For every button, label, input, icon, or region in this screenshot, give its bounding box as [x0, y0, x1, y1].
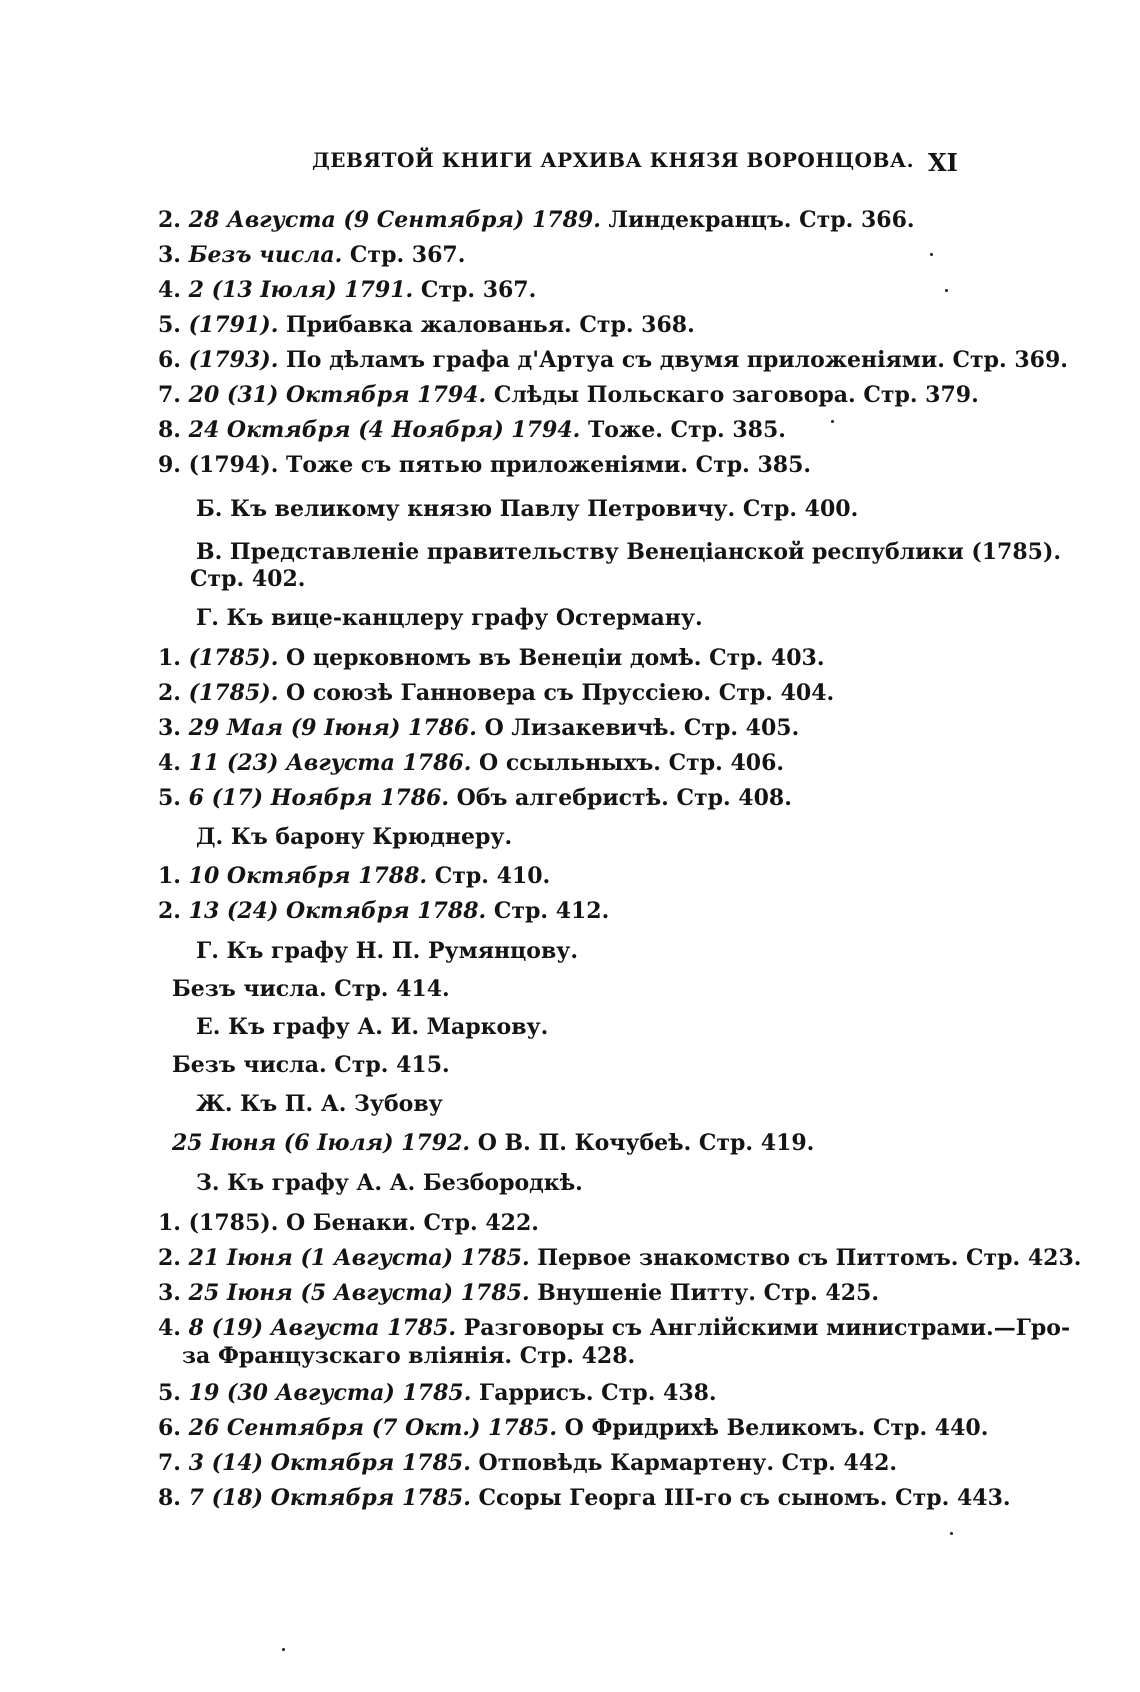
entry-text: Стр. 412.: [486, 898, 610, 924]
entry-number: 6.: [158, 1415, 181, 1441]
entry-line: [158, 1381, 717, 1406]
entry-text: Ссоры Георга III-го съ сыномъ. Стр. 443.: [470, 1485, 1011, 1511]
entry-date: 3 (14) Октября 1785.: [188, 1450, 471, 1476]
entry-text: О ссыльныхъ. Стр. 406.: [471, 750, 785, 776]
entry-date: 28 Августа (9 Сентября) 1789.: [188, 207, 601, 233]
entry-text: О Лизакевичѣ. Стр. 405.: [476, 715, 800, 741]
entry-text: Стр. 367.: [413, 277, 537, 303]
entry-line: [158, 1486, 1011, 1511]
plain-line: [172, 1053, 450, 1078]
entry-number: 5.: [158, 785, 181, 811]
section-text: Д. Къ барону Крюднеру.: [196, 824, 513, 850]
entry-line: [158, 751, 784, 776]
plain-text: Безъ числа. Стр. 414.: [172, 976, 450, 1002]
entry-line: [158, 681, 834, 706]
entry-line: [158, 453, 811, 478]
entry-number: 5.: [158, 1380, 181, 1406]
scan-speck: [950, 1532, 953, 1535]
entry-line: [158, 716, 799, 741]
entry-number: 3.: [158, 242, 181, 268]
entry-number: 7.: [158, 1450, 181, 1476]
entry-date: 19 (30 Августа) 1785.: [188, 1380, 472, 1406]
entry-number: 3.: [158, 715, 181, 741]
entry-date: 13 (24) Октября 1788.: [188, 898, 487, 924]
continuation-text: Стр. 402.: [190, 566, 306, 592]
entry-number: 2.: [158, 1245, 181, 1271]
entry-date: 6 (17) Ноября 1786.: [188, 785, 449, 811]
entry-line: [158, 278, 536, 303]
entry-date: 21 Іюня (1 Августа) 1785.: [188, 1245, 530, 1271]
section-text: Г. Къ графу Н. П. Румянцову.: [196, 938, 579, 964]
entry-line: [158, 1281, 879, 1306]
entry-text: Линдекранцъ. Стр. 366.: [600, 207, 915, 233]
plain-line: [172, 977, 450, 1002]
section-heading: [196, 606, 703, 631]
entry-number: 3.: [158, 1280, 181, 1306]
entry-line: [158, 1211, 539, 1236]
entry-number: 1.: [158, 863, 181, 889]
page-number: XI: [928, 148, 958, 177]
section-text: Б. Къ великому князю Павлу Петровичу. Стр. 400.: [196, 496, 859, 522]
continuation-line: [190, 567, 305, 592]
section-text: В. Представленіе правительству Венеціанской республики (1785).: [196, 539, 1062, 565]
entry-date: 2 (13 Іюля) 1791.: [188, 277, 414, 303]
running-header: ДЕВЯТОЙ КНИГИ АРХИВА КНЯЗЯ ВОРОНЦОВА.: [312, 148, 915, 172]
entry-text: (1785). О Бенаки. Стр. 422.: [188, 1210, 539, 1236]
entry-text: Слѣды Польскаго заговора. Стр. 379.: [486, 382, 979, 408]
entry-number: 2.: [158, 898, 181, 924]
entry-text: О Фридрихѣ Великомъ. Стр. 440.: [557, 1415, 989, 1441]
entry-text: Стр. 410.: [427, 863, 551, 889]
continuation-line: [182, 1344, 635, 1369]
entry-number: 6.: [158, 347, 181, 373]
entry-line: [158, 418, 786, 443]
scan-speck: [282, 1648, 285, 1651]
entry-line: [172, 1131, 814, 1156]
entry-text: О союзѣ Ганновера съ Пруссіею. Стр. 404.: [278, 680, 835, 706]
entry-text: Тоже. Стр. 385.: [580, 417, 786, 443]
entry-line: [158, 864, 550, 889]
entry-line: [158, 899, 609, 924]
entry-line: [158, 1451, 897, 1476]
entry-line: [158, 1316, 1070, 1341]
entry-line: [158, 646, 825, 671]
entry-date: 7 (18) Октября 1785.: [188, 1485, 471, 1511]
scan-speck: [945, 289, 948, 292]
entry-number: 7.: [158, 382, 181, 408]
entry-date: (1793).: [188, 347, 279, 373]
section-heading: [196, 939, 578, 964]
entry-date: 25 Іюня (6 Іюля) 1792.: [172, 1130, 471, 1156]
plain-text: Безъ числа. Стр. 415.: [172, 1052, 450, 1078]
section-heading: [196, 825, 512, 850]
entry-text: Первое знакомство съ Питтомъ. Стр. 423.: [529, 1245, 1082, 1271]
entry-line: [158, 208, 915, 233]
entry-number: 8.: [158, 417, 181, 443]
entry-date: 25 Іюня (5 Августа) 1785.: [188, 1280, 530, 1306]
entry-text: Отповѣдь Кармартену. Стр. 442.: [470, 1450, 898, 1476]
entry-text: Внушеніе Питту. Стр. 425.: [529, 1280, 879, 1306]
entry-text: Прибавка жалованья. Стр. 368.: [278, 312, 695, 338]
section-text: Г. Къ вице-канцлеру графу Остерману.: [196, 605, 703, 631]
entry-line: [158, 1246, 1081, 1271]
entry-text: О В. П. Кочубеѣ. Стр. 419.: [470, 1130, 815, 1156]
scan-speck: [930, 253, 933, 256]
entry-date: 8 (19) Августа 1785.: [188, 1315, 457, 1341]
entry-text: (1794). Тоже съ пятью приложеніями. Стр. 385.: [188, 452, 812, 478]
entry-date: 10 Октября 1788.: [188, 863, 428, 889]
entry-number: 4.: [158, 277, 181, 303]
entry-line: [158, 786, 792, 811]
entry-line: [158, 348, 1068, 373]
entry-text: Объ алгебристѣ. Стр. 408.: [449, 785, 792, 811]
section-heading: [196, 1015, 548, 1040]
entry-text: О церковномъ въ Венеціи домѣ. Стр. 403.: [278, 645, 825, 671]
entry-date: 29 Мая (9 Іюня) 1786.: [188, 715, 477, 741]
entry-number: 2.: [158, 680, 181, 706]
entry-number: 1.: [158, 1210, 181, 1236]
entry-number: 5.: [158, 312, 181, 338]
section-heading: [196, 497, 858, 522]
entry-date: 26 Сентября (7 Окт.) 1785.: [188, 1415, 558, 1441]
entry-text: Разговоры съ Англійскими министрами.—Гро-: [456, 1315, 1071, 1341]
section-text: Е. Къ графу А. И. Маркову.: [196, 1014, 549, 1040]
entry-date: (1785).: [188, 645, 279, 671]
entry-number: 4.: [158, 1315, 181, 1341]
entry-date: (1791).: [188, 312, 279, 338]
entry-number: 9.: [158, 452, 181, 478]
entry-number: 8.: [158, 1485, 181, 1511]
entry-date: 11 (23) Августа 1786.: [188, 750, 472, 776]
scan-speck: [831, 420, 834, 423]
entry-number: 1.: [158, 645, 181, 671]
entry-line: [158, 243, 465, 268]
section-text: Ж. Къ П. А. Зубову: [196, 1091, 443, 1117]
entry-text: Гаррисъ. Стр. 438.: [471, 1380, 717, 1406]
entry-date: 20 (31) Октября 1794.: [188, 382, 487, 408]
section-heading: [196, 1171, 583, 1196]
entry-number: 2.: [158, 207, 181, 233]
entry-line: [158, 1416, 988, 1441]
entry-date: 24 Октября (4 Ноября) 1794.: [188, 417, 581, 443]
section-heading: [196, 540, 1061, 565]
entry-line: [158, 383, 979, 408]
entry-number: 4.: [158, 750, 181, 776]
continuation-text: за Французскаго вліянія. Стр. 428.: [182, 1343, 636, 1369]
section-text: З. Къ графу А. А. Безбородкѣ.: [196, 1170, 583, 1196]
entry-text: По дѣламъ графа д'Артуа съ двумя приложеніями. Стр. 369.: [278, 347, 1068, 373]
section-heading: [196, 1092, 443, 1117]
entry-date: Безъ числа.: [188, 242, 343, 268]
entry-line: [158, 313, 695, 338]
entry-text: Стр. 367.: [342, 242, 466, 268]
entry-date: (1785).: [188, 680, 279, 706]
